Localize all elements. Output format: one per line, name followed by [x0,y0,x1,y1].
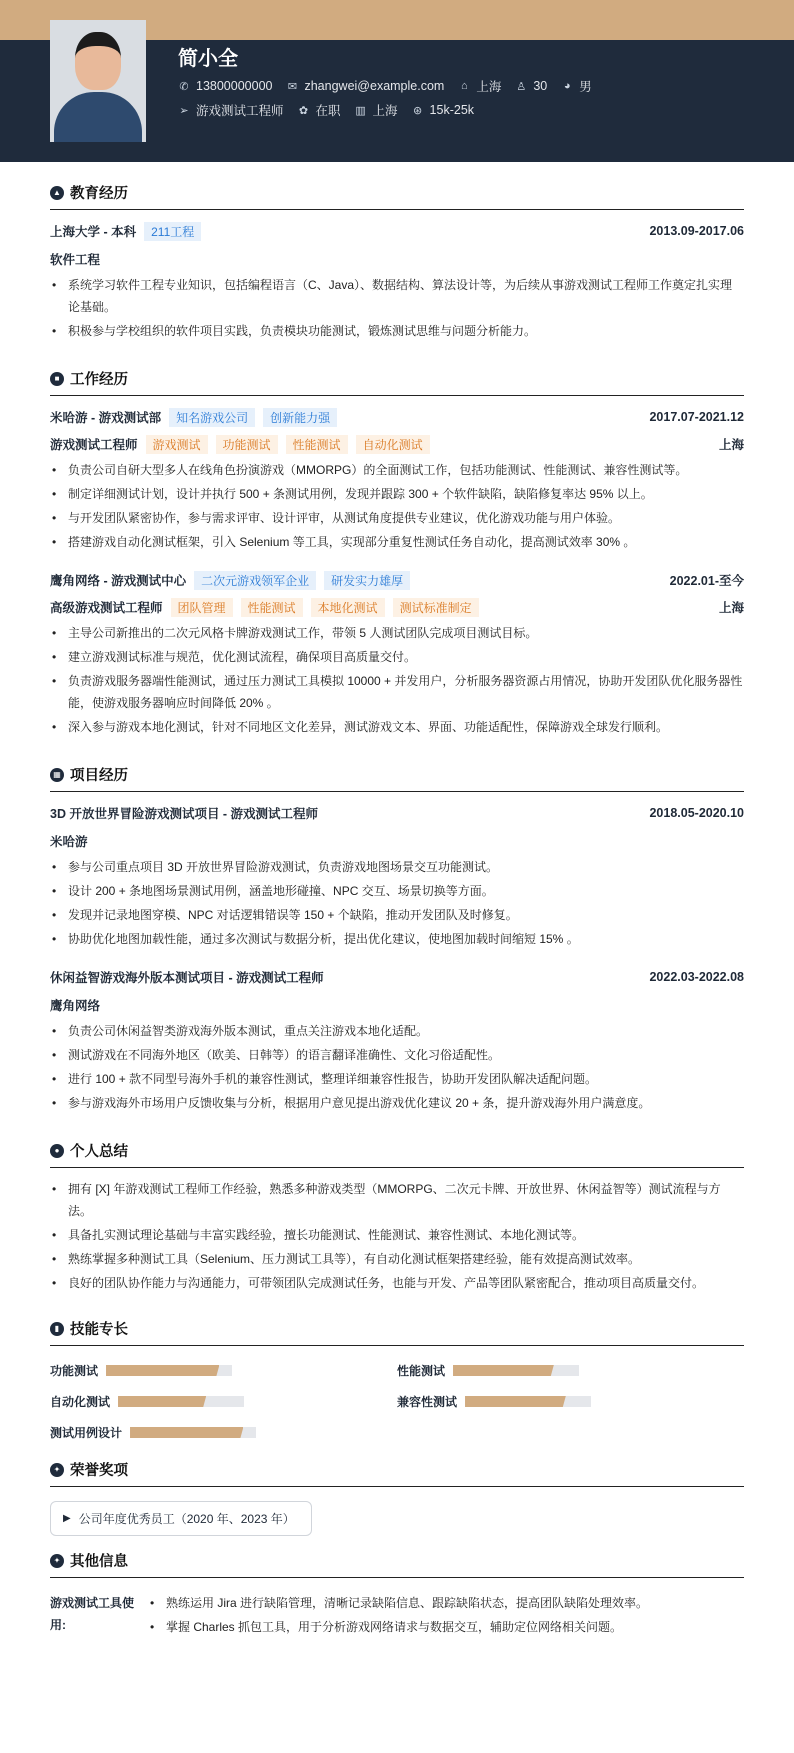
target-city: 上海 [372,104,398,118]
list-item: • 负责公司自研大型多人在线角色扮演游戏（MMORPG）的全面测试工作，包括功能测试、性能测试、兼容性测试等。 [50,459,744,481]
list-item: • 搭建游戏自动化测试框架，引入 Selenium 等工具，实现部分重复性测试任务自动化，提高测试效率 30% 。 [50,531,744,553]
section-skills [50,1296,744,1346]
project-row [50,968,744,986]
phone: 13800000000 [196,79,273,93]
school: 上海大学 - 本科 [50,225,137,239]
section-title: 工作经历 [70,372,128,388]
chart-icon: ▮ [50,1322,64,1336]
city: 上海 [476,80,502,94]
job-bullets [50,622,744,738]
project-row [50,804,744,822]
list-item: • 熟练掌握多种测试工具（Selenium、压力测试工具等），有自动化测试框架搭建经验，能有效提高测试效率。 [50,1248,744,1270]
avatar-photo [50,20,146,142]
major: 软件工程 [50,253,101,267]
list-item: • 发现并记录地图穿模、NPC 对话逻辑错误等 150 + 个缺陷，推动开发团队及时修复。 [50,904,744,926]
role-left [50,435,430,454]
contact-row [178,77,592,95]
skill-bar-fill [118,1396,206,1407]
date: 2018.05-2020.10 [649,806,744,820]
list-item: • 主导公司新推出的二次元风格卡牌游戏测试工作，带领 5 人测试团队完成项目测试目标。 [50,622,744,644]
skill-item [397,1362,744,1379]
grid-icon: ▦ [50,768,64,782]
project-name: 3D 开放世界冒险游戏测试项目 - 游戏测试工程师 [50,807,319,821]
graduation-cap-icon: ▲ [50,186,64,200]
section-title: 教育经历 [70,186,128,202]
role: 游戏测试工程师 [50,438,138,452]
skill-name: 功能测试 [50,1364,99,1378]
section-projects [50,740,744,792]
skill-item [50,1362,397,1379]
phone-icon: ✆ [179,80,189,93]
award-item[interactable] [50,1501,312,1536]
project-name: 休闲益智游戏海外版本测试项目 - 游戏测试工程师 [50,971,324,985]
skill-bar [465,1396,591,1407]
skill-item [397,1393,744,1410]
section-other [50,1536,744,1578]
section-title: 项目经历 [70,768,128,784]
skill-bar-fill [465,1396,566,1407]
info-icon: ✦ [50,1554,64,1568]
role-tag: 性能测试 [241,598,303,617]
building-icon: ▥ [355,104,366,117]
salary-icon: ⊛ [412,104,423,117]
skill-name: 兼容性测试 [397,1395,458,1409]
gender: 男 [579,80,592,94]
skill-bar [118,1396,244,1407]
salary: 15k-25k [429,103,475,117]
list-item: • 参与公司重点项目 3D 开放世界冒险游戏测试，负责游戏地图场景交互功能测试。 [50,856,744,878]
mail-icon: ✉ [287,80,298,93]
role-tag: 测试标准制定 [393,598,479,617]
role-tag: 团队管理 [171,598,233,617]
list-item: • 与开发团队紧密协作，参与需求评审、设计评审，从测试角度提供专业建议，优化游戏功能与用户体验。 [50,507,744,529]
project-bullets [50,856,744,950]
role-row [50,435,744,453]
company-left [50,408,337,427]
skill-bar [130,1427,256,1438]
list-item: • 掌握 Charles 抓包工具，用于分析游戏网络请求与数据交互，辅助定位网络相关问题。 [148,1616,648,1638]
list-item: • 良好的团队协作能力与沟通能力，可带领团队完成测试任务，也能与开发、产品等团队紧密配合，推动项目高质量交付。 [50,1272,744,1294]
date: 2022.01-至今 [669,574,744,588]
email: zhangwei@example.com [304,79,445,93]
age: 30 [533,79,548,93]
list-item: • 负责公司休闲益智类游戏海外版本测试，重点关注游戏本地化适配。 [50,1020,744,1042]
section-summary [50,1116,744,1168]
briefcase-icon: ■ [50,372,64,386]
list-item: • 测试游戏在不同海外地区（欧美、日韩等）的语言翻译准确性、文化习俗适配性。 [50,1044,744,1066]
award-icon: ✦ [50,1463,64,1477]
role-row [50,598,744,616]
status: 在职 [315,104,341,118]
skill-bar-fill [130,1427,243,1438]
list-item: • 深入参与游戏本地化测试，针对不同地区文化差异，测试游戏文本、界面、功能适配性，保障游戏全球发行顺利。 [50,716,744,738]
position: 游戏测试工程师 [196,104,284,118]
job-bullets [50,459,744,553]
candidate-name: 简小全 [178,48,238,70]
company-tag: 创新能力强 [263,408,337,427]
list-item: • 熟练运用 Jira 进行缺陷管理，清晰记录缺陷信息、跟踪缺陷状态，提高团队缺陷处理效率。 [148,1592,648,1614]
date: 2017.07-2021.12 [649,410,744,424]
award-text: 公司年度优秀员工（2020 年、2023 年） [78,1512,295,1526]
section-work [50,344,744,396]
company-tag: 研发实力雄厚 [324,571,410,590]
other-info [50,1592,744,1640]
other-bullets [148,1592,648,1640]
cake-icon: ♙ [516,80,527,93]
education-row [50,222,744,240]
date: 2022.03-2022.08 [649,970,744,984]
user-icon: ● [50,1144,64,1158]
education-bullets [50,274,744,342]
send-icon: ➢ [179,104,189,117]
skill-bar [453,1365,579,1376]
job-intent-row [178,101,474,119]
school-tag: 211工程 [144,222,201,241]
list-item: • 进行 100 + 款不同型号海外手机的兼容性测试，整理详细兼容性报告，协助开发团队解决适配问题。 [50,1068,744,1090]
gender-icon: ◕ [563,80,571,92]
section-title: 其他信息 [70,1554,128,1570]
list-item: • 具备扎实测试理论基础与丰富实践经验，擅长功能测试、性能测试、兼容性测试、本地化测试等。 [50,1224,744,1246]
role-tag: 自动化测试 [356,435,430,454]
list-item: • 负责游戏服务器端性能测试，通过压力测试工具模拟 10000 + 并发用户，分析服务器资源占用情况，协助开发团队优化服务器性能，使游戏服务器响应时间降低 20% 。 [50,670,744,714]
home-icon: ⌂ [461,80,468,92]
section-title: 荣誉奖项 [70,1463,128,1479]
list-item: • 系统学习软件工程专业知识，包括编程语言（C、Java）、数据结构、算法设计等，为后续从事游戏测试工程师工作奠定扎实理论基础。 [50,274,744,318]
company-tag: 二次元游戏领军企业 [194,571,316,590]
caret-right-icon: ▶ [63,1513,71,1524]
role-tag: 游戏测试 [146,435,208,454]
project-bullets [50,1020,744,1114]
skill-bar-fill [106,1365,219,1376]
company-tag: 知名游戏公司 [169,408,255,427]
skill-bar-fill [453,1365,554,1376]
section-awards [50,1441,744,1487]
company-name: 鹰角网络 - 游戏测试中心 [50,574,187,588]
project-company: 鹰角网络 [50,999,101,1013]
company-row [50,571,744,589]
location: 上海 [718,438,744,452]
section-title: 个人总结 [70,1144,128,1160]
role: 高级游戏测试工程师 [50,601,163,615]
company-name: 米哈游 - 游戏测试部 [50,411,162,425]
role-tag: 功能测试 [216,435,278,454]
section-education [50,162,744,210]
list-item: • 参与游戏海外市场用户反馈收集与分析，根据用户意见提出游戏优化建议 20 + 条，提升游戏海外用户满意度。 [50,1092,744,1114]
company-left [50,571,410,590]
role-left [50,598,479,617]
role-tag: 性能测试 [286,435,348,454]
skill-name: 测试用例设计 [50,1426,123,1440]
list-item: • 协助优化地图加载性能，通过多次测试与数据分析，提出优化建议，使地图加载时间缩短 15% 。 [50,928,744,950]
list-item: • 设计 200 + 条地图场景测试用例，涵盖地形碰撞、NPC 交互、场景切换等方面。 [50,880,744,902]
list-item: • 制定详细测试计划，设计并执行 500 + 条测试用例，发现并跟踪 300 + 个软件缺陷，缺陷修复率达 95% 以上。 [50,483,744,505]
skill-item [50,1424,397,1441]
other-label: 游戏测试工具使用: [50,1596,135,1632]
list-item: • 积极参与学校组织的软件项目实践，负责模块功能测试，锻炼测试思维与问题分析能力。 [50,320,744,342]
company-row [50,408,744,426]
status-icon: ✿ [298,104,309,117]
summary-bullets [50,1178,744,1294]
skill-name: 性能测试 [397,1364,446,1378]
section-title: 技能专长 [70,1322,128,1338]
list-item: • 建立游戏测试标准与规范，优化测试流程，确保项目高质量交付。 [50,646,744,668]
skill-name: 自动化测试 [50,1395,111,1409]
role-tag: 本地化测试 [311,598,385,617]
location: 上海 [718,601,744,615]
skill-item [50,1393,397,1410]
project-company: 米哈游 [50,835,88,849]
list-item: • 拥有 [X] 年游戏测试工程师工作经验，熟悉多种游戏类型（MMORPG、二次元卡牌、开放世界、休闲益智等）测试流程与方法。 [50,1178,744,1222]
skill-bar [106,1365,232,1376]
date: 2013.09-2017.06 [649,224,744,238]
